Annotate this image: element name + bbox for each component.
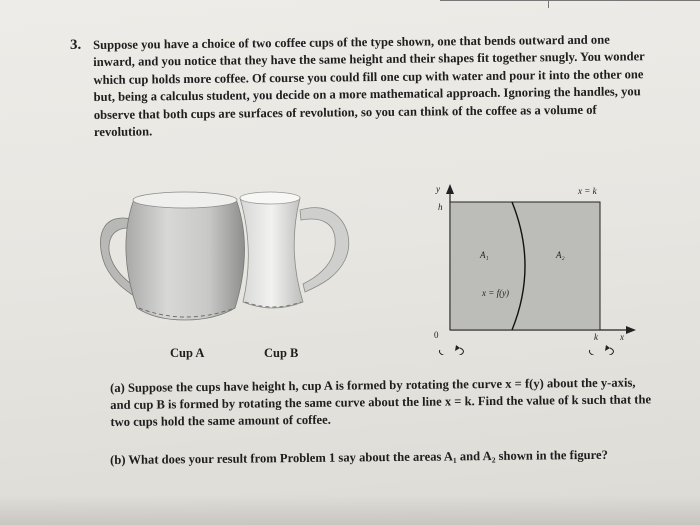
cup-a-body xyxy=(126,194,245,320)
cup-b-handle xyxy=(300,208,349,292)
question-b: (b) What does your result from Problem 1 say about the areas A₁ and A₂ shown in the figure? xyxy=(110,447,608,467)
page-shadow xyxy=(0,495,700,525)
region-a1-label: A₁ xyxy=(480,250,489,260)
cup-b-label: Cup B xyxy=(264,346,299,360)
question-a: (a) Suppose the cups have height h, cup A is formed by rotating the curve x = f(y) about the y-axis, and cup B is formed by rotating the same curve about the line x = k. Find the value of k such that the two cups hold the same amount of coffee. xyxy=(110,375,652,429)
x-axis-label: x xyxy=(620,332,624,342)
y-axis-arrow xyxy=(446,184,454,194)
rotation-arrow-line-k xyxy=(589,348,613,355)
y-axis-label: y xyxy=(436,184,440,194)
top-edge-tick xyxy=(548,0,549,8)
curve-label: x = f(y) xyxy=(482,288,510,298)
problem-number: 3. xyxy=(70,37,82,53)
revolution-graph xyxy=(420,180,650,355)
cup-b-body xyxy=(240,194,303,308)
h-label: h xyxy=(438,202,443,212)
origin-label: 0 xyxy=(434,330,439,340)
x-axis-arrow xyxy=(626,326,636,334)
line-k-label: x = k xyxy=(578,186,597,196)
top-edge-line xyxy=(440,0,700,4)
problem-text: Suppose you have a choice of two coffee cups of the type shown, one that bends outward and one inward, and you notice that they have the same height and their shapes fit together snugly. You wonder which cup holds more coffee. Of course you could fill one cup with water and pour it into the other one but, being a calculus student, you decide on a more mathematical approach. Ignoring the handles, you observe that both cups are surfaces of revolution, so you can think of the coffee as a volume of revolution. xyxy=(93,32,645,140)
cup-a-label: Cup A xyxy=(170,346,205,360)
rotation-arrow-y-axis xyxy=(439,348,463,355)
region-a2-label: A₂ xyxy=(556,250,565,260)
k-label: k xyxy=(594,332,598,342)
cups-illustration xyxy=(95,180,365,370)
